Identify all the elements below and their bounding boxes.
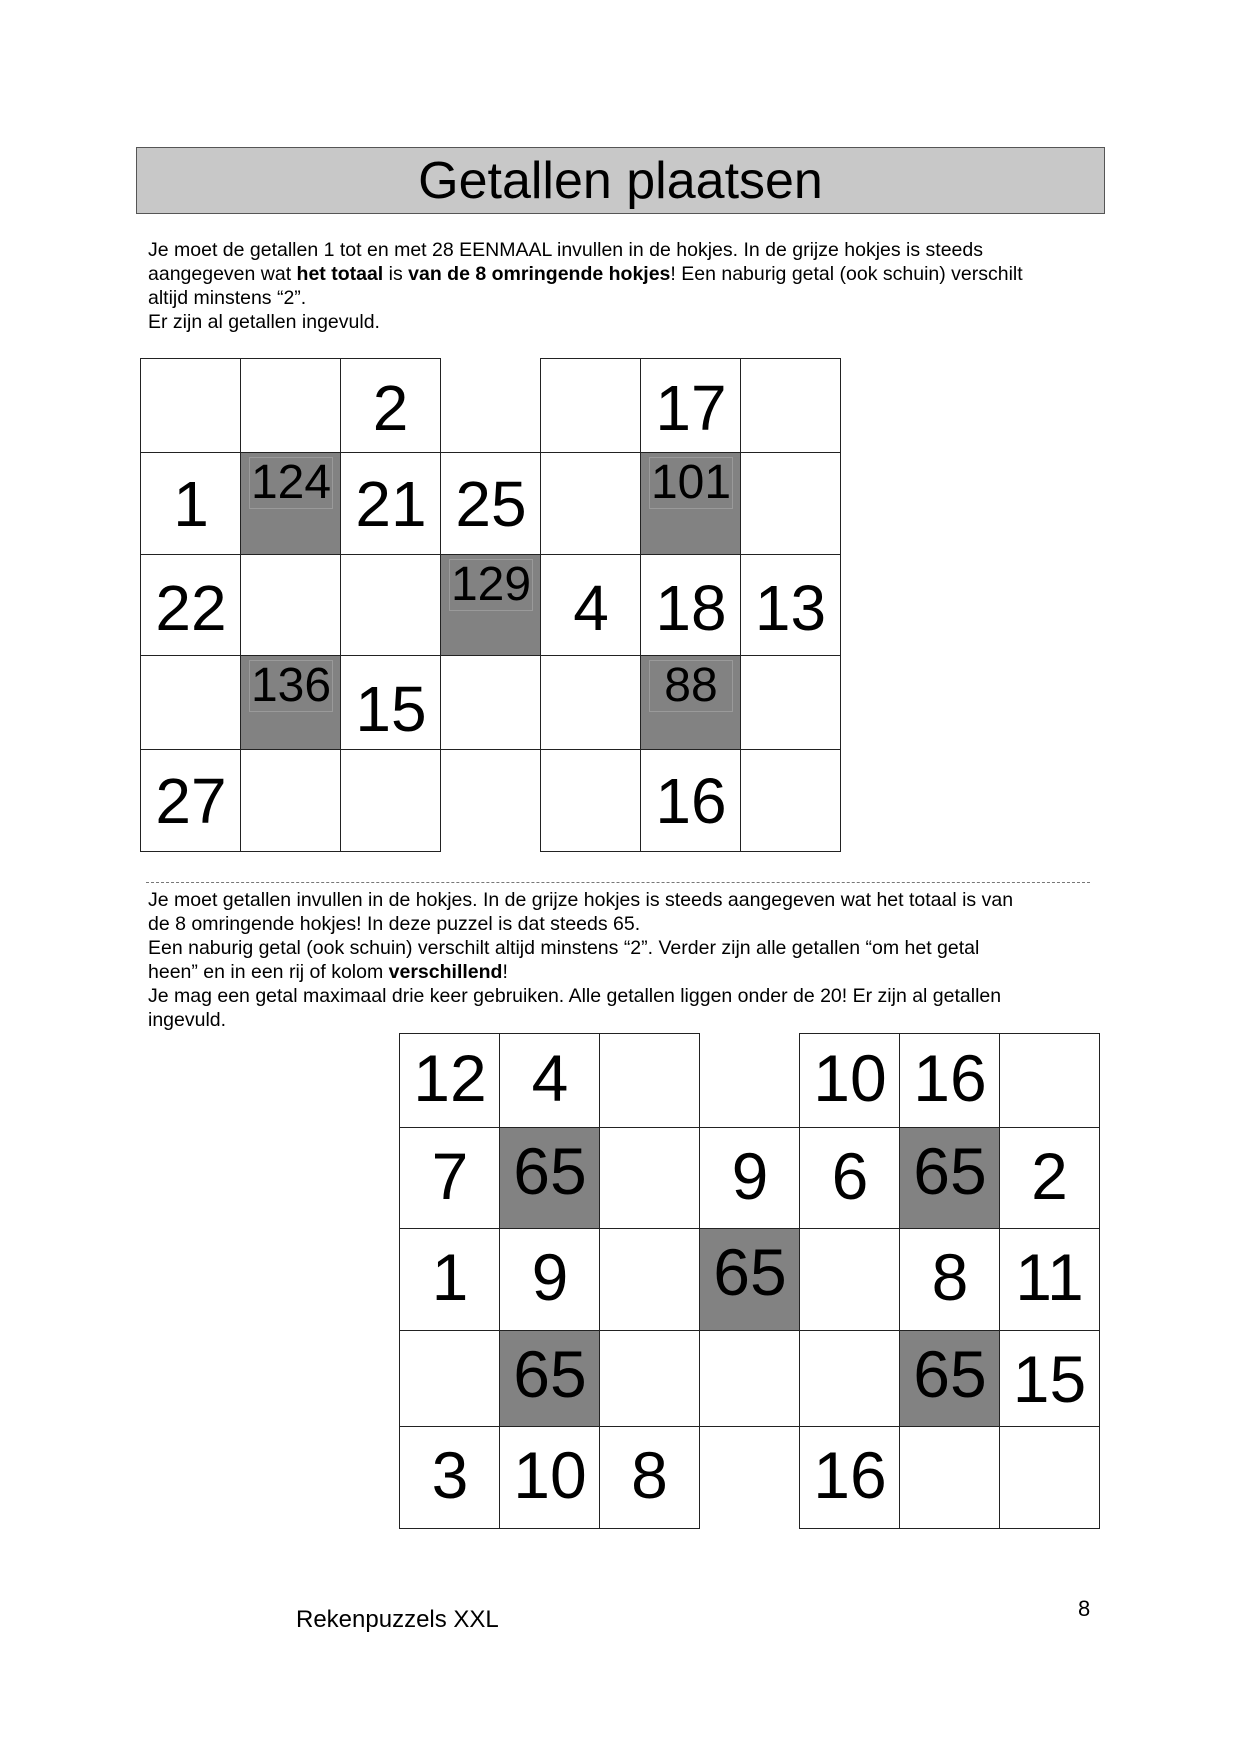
cell-number: 18 xyxy=(655,572,727,644)
grid-cell[interactable] xyxy=(740,358,841,453)
cell-number: 1 xyxy=(173,468,209,540)
grid-cell[interactable] xyxy=(699,1330,800,1427)
grid-cell[interactable] xyxy=(540,749,641,852)
cell-number: 6 xyxy=(831,1139,869,1213)
sum-value: 124 xyxy=(250,456,332,509)
grid-cell[interactable] xyxy=(799,1127,900,1229)
cell-number: 22 xyxy=(155,572,227,644)
cell-number: 10 xyxy=(813,1041,887,1115)
grid-cell[interactable] xyxy=(599,1426,700,1529)
instruction-line: aangegeven wat het totaal is van de 8 omringende hokjes! Een naburig getal (ook schuin) verschilt xyxy=(148,263,1023,285)
cell-number: 27 xyxy=(155,765,227,837)
page-number: 8 xyxy=(1078,1596,1091,1621)
grid-cell[interactable] xyxy=(999,1426,1100,1529)
cell-number: 21 xyxy=(355,468,427,540)
grid-cell[interactable] xyxy=(140,554,241,656)
instruction-line: de 8 omringende hokjes! In deze puzzel is dat steeds 65. xyxy=(148,913,641,935)
grid-cell[interactable] xyxy=(240,358,341,453)
grid-cell[interactable] xyxy=(399,1426,500,1529)
grid-cell[interactable] xyxy=(340,554,441,656)
grid-cell[interactable] xyxy=(499,1426,600,1529)
grid-cell[interactable] xyxy=(740,655,841,750)
cell-number: 15 xyxy=(355,673,427,745)
cell-number: 9 xyxy=(531,1240,569,1314)
instruction-line: altijd minstens “2”. xyxy=(148,287,307,309)
sum-cell xyxy=(699,1228,800,1331)
cell-number: 10 xyxy=(513,1438,587,1512)
cell-number: 4 xyxy=(531,1041,569,1115)
grid-cell[interactable] xyxy=(140,655,241,750)
instruction-line: Je moet de getallen 1 tot en met 28 EENMAAL invullen in de hokjes. In de grijze hokjes is steeds xyxy=(148,239,983,261)
grid-cell[interactable] xyxy=(499,1033,600,1128)
grid-cell[interactable] xyxy=(740,452,841,555)
sum-cell xyxy=(240,452,341,555)
grid-cell[interactable] xyxy=(599,1330,700,1427)
sum-cell xyxy=(640,655,741,750)
sum-value: 65 xyxy=(513,1134,587,1208)
grid-cell[interactable] xyxy=(540,554,641,656)
footer-book-title: Rekenpuzzels XXL xyxy=(296,1606,499,1633)
grid-cell[interactable] xyxy=(540,452,641,555)
grid-cell[interactable] xyxy=(599,1127,700,1229)
sum-cell xyxy=(240,655,341,750)
cell-number: 2 xyxy=(372,372,409,444)
instruction-line: Een naburig getal (ook schuin) verschilt altijd minstens “2”. Verder zijn alle getallen “om het getal xyxy=(148,937,980,959)
cell-number: 1 xyxy=(431,1240,469,1314)
sum-cell xyxy=(899,1330,1000,1427)
grid-cell[interactable] xyxy=(999,1033,1100,1128)
grid-cell[interactable] xyxy=(640,358,741,453)
sum-cell xyxy=(440,554,541,656)
grid-cell[interactable] xyxy=(799,1330,900,1427)
section-divider xyxy=(146,882,1090,883)
cell-number: 9 xyxy=(731,1139,769,1213)
grid-cell[interactable] xyxy=(740,554,841,656)
cell-number: 2 xyxy=(1031,1139,1068,1213)
sum-value: 129 xyxy=(450,558,532,611)
instruction-line: heen” en in een rij of kolom verschillend! xyxy=(148,961,508,983)
cell-number: 8 xyxy=(631,1438,668,1512)
grid-cell[interactable] xyxy=(240,554,341,656)
grid-cell[interactable] xyxy=(799,1228,900,1331)
grid-cell[interactable] xyxy=(140,749,241,852)
cell-number: 8 xyxy=(931,1240,969,1314)
cell-number: 13 xyxy=(754,572,827,644)
sum-value: 65 xyxy=(713,1235,787,1309)
grid-cell[interactable] xyxy=(899,1426,1000,1529)
grid-cell[interactable] xyxy=(340,749,441,852)
grid-cell[interactable] xyxy=(899,1033,1000,1128)
grid-cell[interactable] xyxy=(540,655,641,750)
cell-number: 16 xyxy=(655,765,727,837)
grid-cell[interactable] xyxy=(799,1426,900,1529)
instructions-puzzle-2 xyxy=(148,888,1108,1032)
cell-number: 16 xyxy=(913,1041,987,1115)
grid-cell[interactable] xyxy=(440,655,541,750)
grid-cell[interactable] xyxy=(499,1228,600,1331)
sum-value: 65 xyxy=(913,1337,987,1411)
grid-cell[interactable] xyxy=(999,1127,1100,1229)
grid-cell[interactable] xyxy=(340,452,441,555)
grid-cell[interactable] xyxy=(140,358,241,453)
grid-cell[interactable] xyxy=(999,1228,1100,1331)
grid-cell[interactable] xyxy=(440,452,541,555)
cell-number: 12 xyxy=(413,1041,487,1115)
cell-number: 25 xyxy=(455,468,527,540)
cell-number: 16 xyxy=(813,1438,887,1512)
sum-value: 65 xyxy=(913,1134,987,1208)
cell-number: 4 xyxy=(573,572,609,644)
sum-cell xyxy=(640,452,741,555)
cell-number: 7 xyxy=(431,1139,469,1213)
grid-cell[interactable] xyxy=(640,554,741,656)
grid-cell[interactable] xyxy=(399,1127,500,1229)
cell-number: 11 xyxy=(1015,1240,1084,1314)
grid-cell[interactable] xyxy=(540,358,641,453)
cell-number: 15 xyxy=(1012,1342,1087,1416)
sum-cell xyxy=(499,1127,600,1229)
sum-value: 88 xyxy=(664,659,718,712)
grid-cell[interactable] xyxy=(599,1228,700,1331)
cell-number: 3 xyxy=(431,1438,469,1512)
grid-cell[interactable] xyxy=(140,452,241,555)
grid-cell[interactable] xyxy=(340,655,441,750)
sum-value: 65 xyxy=(513,1337,587,1411)
instruction-line: ingevuld. xyxy=(148,1009,227,1031)
instruction-line: Je moet getallen invullen in de hokjes. In de grijze hokjes is steeds aangegeven wat het totaal is van xyxy=(148,889,1014,911)
sum-value: 101 xyxy=(650,456,732,509)
grid-cell[interactable] xyxy=(999,1330,1100,1427)
instruction-line: Je mag een getal maximaal drie keer gebruiken. Alle getallen liggen onder de 20! Er zijn al getallen xyxy=(148,985,1002,1007)
grid-cell[interactable] xyxy=(740,749,841,852)
grid-cell[interactable] xyxy=(799,1033,900,1128)
instruction-line: Er zijn al getallen ingevuld. xyxy=(148,311,380,333)
grid-cell[interactable] xyxy=(340,358,441,453)
page-title: Getallen plaatsen xyxy=(136,147,1105,214)
grid-cell[interactable] xyxy=(399,1228,500,1331)
grid-cell[interactable] xyxy=(399,1330,500,1427)
cell-number: 17 xyxy=(655,372,727,444)
grid-cell[interactable] xyxy=(699,1127,800,1229)
instructions-puzzle-1 xyxy=(148,238,1108,334)
grid-cell[interactable] xyxy=(599,1033,700,1128)
sum-cell xyxy=(499,1330,600,1427)
grid-cell[interactable] xyxy=(640,749,741,852)
sum-value: 136 xyxy=(250,659,332,712)
sum-cell xyxy=(899,1127,1000,1229)
grid-cell[interactable] xyxy=(899,1228,1000,1331)
grid-cell[interactable] xyxy=(399,1033,500,1128)
grid-cell[interactable] xyxy=(240,749,341,852)
